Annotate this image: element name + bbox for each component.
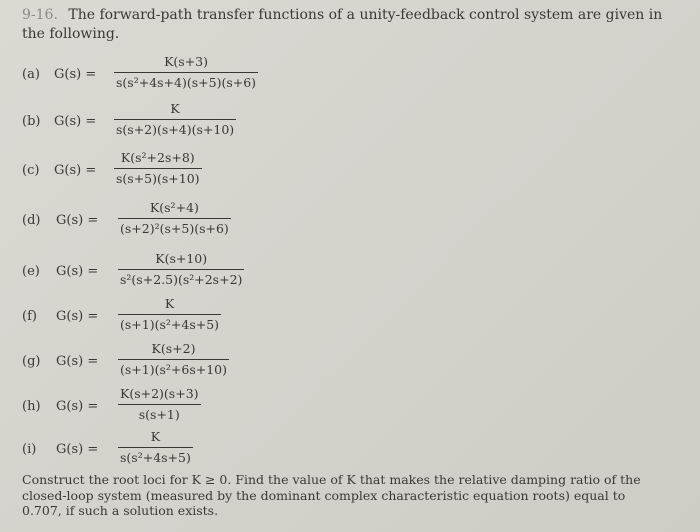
numerator: K(s+2)	[151, 341, 196, 356]
problem-number: 9-16.	[22, 7, 58, 23]
transfer-function-fraction	[114, 101, 236, 138]
transfer-function-fraction	[114, 150, 202, 187]
fraction-bar	[118, 404, 201, 405]
fraction-bar	[118, 218, 231, 219]
numerator: K	[164, 296, 175, 311]
fraction-bar	[114, 119, 236, 120]
problem-label: (h)	[22, 399, 41, 414]
transfer-function-lhs: G(s) =	[56, 442, 99, 457]
problem-header	[22, 6, 682, 44]
transfer-function-fraction	[118, 341, 229, 378]
denominator: s²(s+2.5)(s²+2s+2)	[120, 272, 243, 287]
transfer-function-lhs: G(s) =	[56, 399, 99, 414]
transfer-function-lhs: G(s) =	[56, 264, 99, 279]
transfer-function-lhs: G(s) =	[54, 163, 97, 178]
transfer-function-lhs: G(s) =	[56, 354, 99, 369]
numerator: K	[150, 429, 161, 444]
transfer-function-lhs: G(s) =	[56, 213, 99, 228]
problem-label: (d)	[22, 213, 41, 228]
denominator: (s+2)²(s+5)(s+6)	[120, 221, 229, 236]
transfer-function-fraction	[114, 54, 258, 91]
fraction-bar	[118, 269, 244, 270]
transfer-function-fraction	[118, 386, 201, 423]
instructions-paragraph: Construct the root loci for K ≥ 0. Find the value of K that makes the relative damping ratio of the closed-loop system (measured by the dominant complex characteristic equation roots) equal to 0.707, if such a solution exists.	[22, 472, 641, 518]
transfer-function-fraction	[118, 251, 244, 288]
problem-intro: The forward-path transfer functions of a unity-feedback control system are given in the following.	[22, 7, 663, 42]
numerator: K(s²+4)	[149, 200, 199, 215]
transfer-function-fraction	[118, 200, 231, 237]
transfer-function-fraction	[118, 296, 221, 333]
numerator: K(s²+2s+8)	[120, 150, 195, 165]
numerator: K(s+2)(s+3)	[120, 386, 199, 401]
transfer-function-lhs: G(s) =	[56, 309, 99, 324]
problem-label: (e)	[22, 264, 40, 279]
denominator: s(s²+4s+4)(s+5)(s+6)	[116, 75, 257, 90]
numerator: K	[170, 101, 180, 116]
denominator: s(s+5)(s+10)	[116, 171, 200, 186]
denominator: s(s²+4s+5)	[120, 450, 191, 465]
transfer-function-lhs: G(s) =	[54, 67, 97, 82]
problem-label: (i)	[22, 442, 37, 457]
fraction-bar	[114, 72, 258, 73]
problem-label: (a)	[22, 67, 40, 82]
fraction-bar	[118, 447, 193, 448]
problem-label: (b)	[22, 114, 41, 129]
denominator: (s+1)(s²+6s+10)	[120, 362, 227, 377]
fraction-bar	[118, 314, 221, 315]
numerator: K(s+3)	[164, 54, 208, 69]
problem-label: (g)	[22, 354, 41, 369]
denominator: (s+1)(s²+4s+5)	[120, 317, 220, 332]
denominator: s(s+2)(s+4)(s+10)	[116, 122, 235, 137]
fraction-bar	[118, 359, 229, 360]
denominator: s(s+1)	[138, 407, 180, 422]
fraction-bar	[114, 168, 202, 169]
numerator: K(s+10)	[155, 251, 208, 266]
problem-label: (f)	[22, 309, 37, 324]
transfer-function-fraction	[118, 429, 193, 466]
transfer-function-lhs: G(s) =	[54, 114, 97, 129]
problem-label: (c)	[22, 163, 40, 178]
